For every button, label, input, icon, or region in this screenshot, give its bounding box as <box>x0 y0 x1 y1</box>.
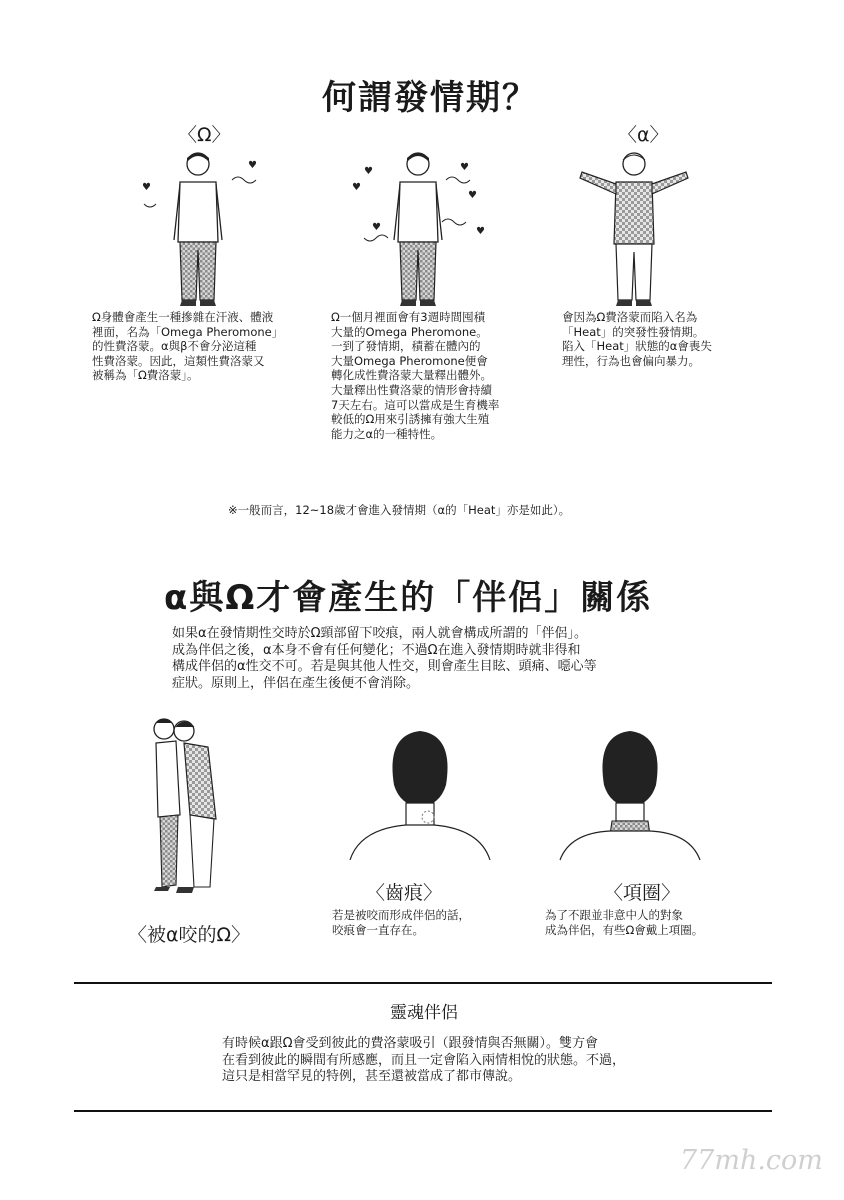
omega-heat-figure <box>350 150 490 310</box>
bitten-omega-label: 〈被α咬的Ω〉 <box>128 924 251 946</box>
bite-mark-figure <box>350 725 490 860</box>
collar-text: 為了不跟並非意中人的對象 成為伴侶，有些Ω會戴上項圈。 <box>545 908 704 937</box>
omega-label: 〈Ω〉 <box>178 124 231 146</box>
soul-bottom-rule <box>74 1110 772 1112</box>
svg-text:♥: ♥ <box>476 226 485 237</box>
alpha-label: 〈α〉 <box>618 124 669 146</box>
alpha-heat-text: 會因為Ω費洛蒙而陷入名為 「Heat」的突發性發情期。 陷入「Heat」狀態的α會喪失 理性，行為也會偏向暴力。 <box>562 310 712 368</box>
svg-text:♥: ♥ <box>352 182 361 193</box>
heat-cycle-text: Ω一個月裡面會有3週時間囤積 大量的Omega Pheromone。 一到了發情期，積蓄在體內的 大量Omega Pheromone便會 轉化成性費洛蒙大量釋出體外。 大量釋出性費洛蒙的情形會持續 7天左右。這可以當成是生育機率 較低的Ω用來引誘擁有強大生殖 能力之α的一種特性。 <box>331 310 500 441</box>
bitten-omega-figure <box>150 715 230 895</box>
watermark: 77mh.com <box>680 1145 823 1176</box>
soul-top-rule <box>74 982 772 984</box>
heat-age-note: ※一般而言，12~18歲才會進入發情期（α的「Heat」亦是如此）。 <box>228 503 571 517</box>
heat-title: 何謂發情期？ <box>322 78 538 118</box>
collar-figure <box>560 725 700 860</box>
omega-pheromone-text: Ω身體會產生一種摻雜在汗液、體液 裡面，名為「Omega Pheromone」 的性費洛蒙。α與β不會分泌這種 性費洛蒙。因此，這類性費洛蒙又 被稱為「Ω費洛蒙」。 <box>92 310 284 383</box>
bite-mark-text: 若是被咬而形成伴侶的話， 咬痕會一直存在。 <box>332 908 470 937</box>
alpha-figure <box>574 150 694 310</box>
pair-title: α與Ω才會產生的「伴侶」關係 <box>164 578 653 618</box>
pair-body: 如果α在發情期性交時於Ω頸部留下咬痕，兩人就會構成所謂的「伴侶」。 成為伴侶之後，α本身不會有任何變化；不過Ω在進入發情期時就非得和 構成伴侶的α性交不可。若是與其他人性交，則會產生目眩、頭痛、噁心等 症狀。原則上，伴侶在產生後便不會消除。 <box>172 626 597 691</box>
soul-body: 有時候α跟Ω會受到彼此的費洛蒙吸引（跟發情與否無關）。雙方會 在看到彼此的瞬間有所感應，而且一定會陷入兩情相悅的狀態。不過， 這只是相當罕見的特例，甚至還被當成了都市傳說。 <box>222 1036 626 1084</box>
svg-text:♥: ♥ <box>248 160 257 171</box>
svg-text:♥: ♥ <box>364 166 373 177</box>
omega-figure <box>140 150 260 310</box>
collar-label: 〈項圈〉 <box>604 882 681 904</box>
svg-text:♥: ♥ <box>142 182 151 193</box>
svg-text:♥: ♥ <box>468 190 477 201</box>
soul-title: 靈魂伴侶 <box>390 1003 458 1023</box>
bite-mark-label: 〈齒痕〉 <box>366 882 443 904</box>
svg-text:♥: ♥ <box>372 222 381 233</box>
svg-text:♥: ♥ <box>460 162 469 173</box>
